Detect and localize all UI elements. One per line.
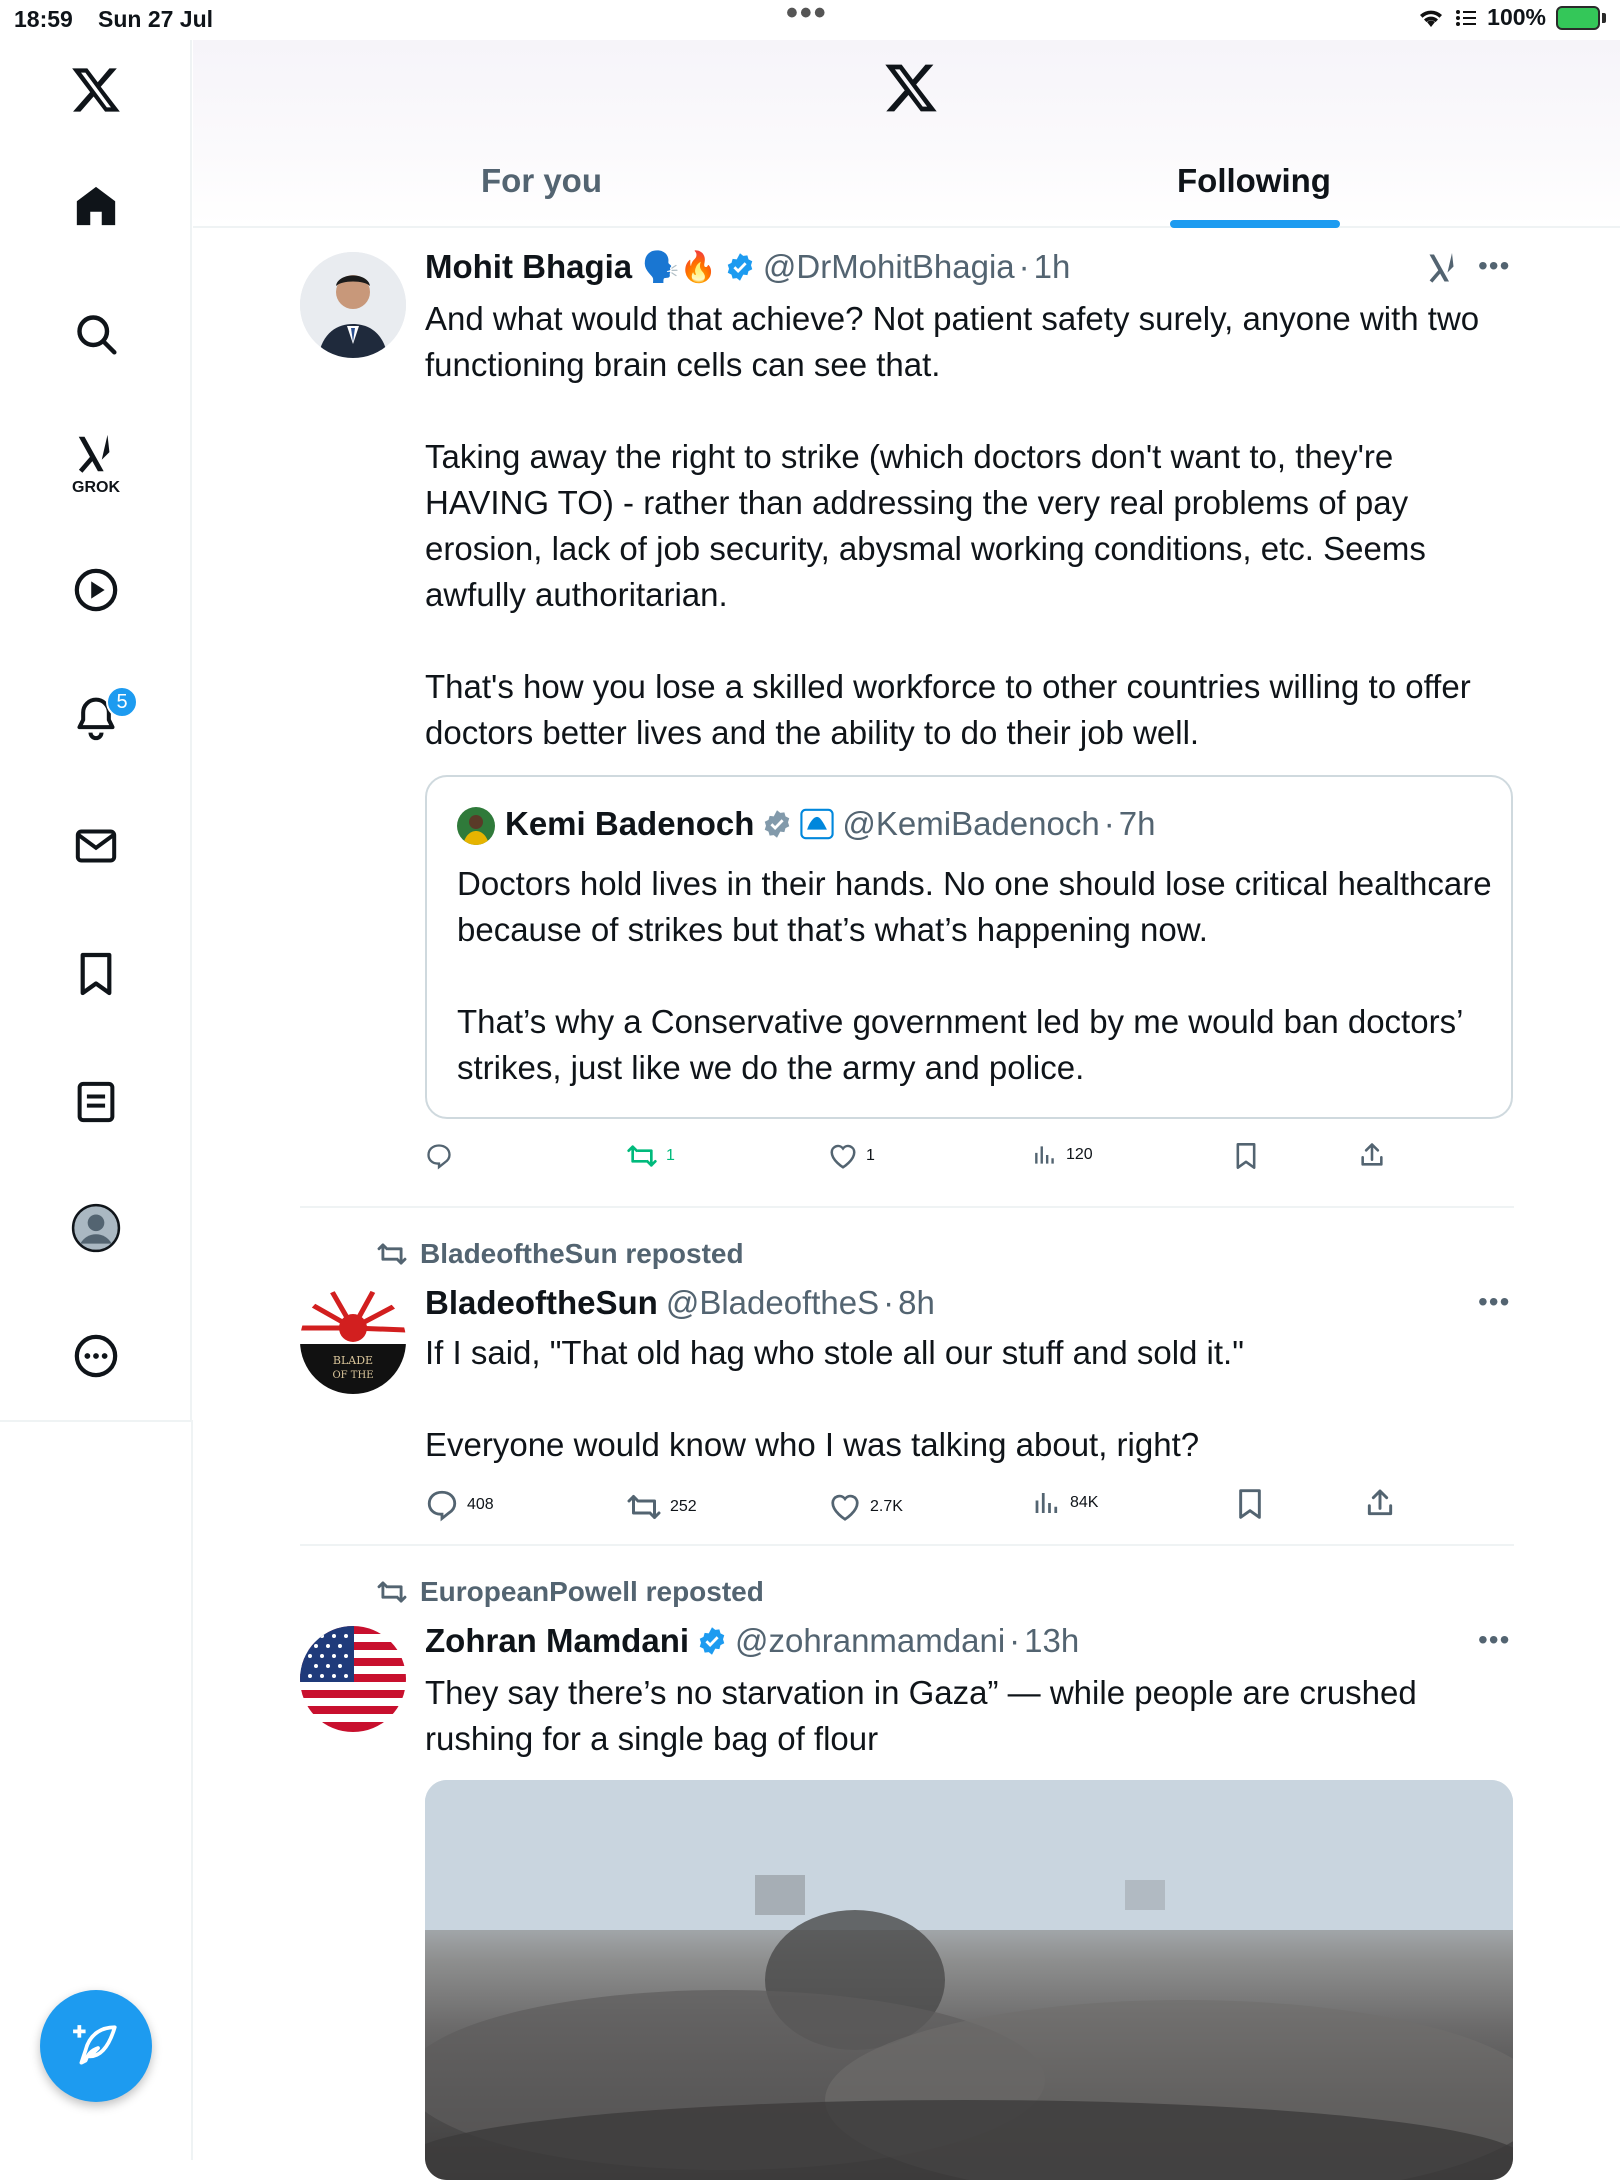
- author-name[interactable]: Mohit Bhagia: [425, 248, 633, 285]
- reposted-by[interactable]: BladeoftheSun reposted: [420, 1238, 744, 1269]
- more-options-icon[interactable]: •••: [1478, 1286, 1511, 1317]
- sidebar-item-more[interactable]: [0, 1328, 192, 1384]
- tweet-media-video[interactable]: [425, 1780, 1513, 2180]
- tweet-text: And what would that achieve? Not patient safety surely, anyone with two functioning brain cells can see that. Taking away the right to strike (which doctors don't want to, they're HAVING TO) - rather than addressing the very real problems of pay erosion, lack of job security, abysmal working conditions, etc. Seems awfully authoritarian. That's how you lose a skilled workforce to other countries willing to offer doctors better lives and the ability to do their job well.: [425, 300, 1480, 751]
- quote-header: Kemi Badenoch @KemiBadenoch · 7h: [505, 805, 1156, 842]
- verified-badge-icon: [725, 252, 755, 282]
- sidebar-item-home[interactable]: [0, 178, 192, 234]
- sidebar-item-videos[interactable]: [0, 562, 192, 618]
- views-button[interactable]: [1032, 1142, 1093, 1168]
- more-options-icon[interactable]: •••: [1478, 250, 1511, 281]
- quoted-tweet[interactable]: [425, 775, 1513, 1119]
- quote-text: Doctors hold lives in their hands. No one should lose critical healthcare because of strikes but that’s what’s happening now. That’s why a Conservative government led by me would ban doctors’ strikes, just like we do the army and police.: [457, 865, 1492, 1086]
- repost-count: 1: [666, 1147, 675, 1164]
- repost-count: 252: [670, 1498, 697, 1515]
- avatar[interactable]: [300, 1288, 406, 1394]
- quote-author-name: Kemi Badenoch: [505, 805, 755, 842]
- grok-icon: [72, 431, 120, 477]
- sidebar-item-grok[interactable]: [0, 426, 192, 502]
- battery-icon: [1556, 6, 1606, 30]
- reposted-by[interactable]: EuropeanPowell reposted: [420, 1576, 764, 1607]
- repost-label: [376, 1238, 744, 1270]
- reply-count: 408: [467, 1496, 494, 1513]
- views-chart-icon: [1032, 1142, 1058, 1168]
- avatar[interactable]: [300, 1626, 406, 1732]
- timeline-header: [193, 40, 1620, 228]
- sidebar-item-notifications[interactable]: [0, 690, 192, 746]
- conservative-party-icon: [800, 808, 834, 840]
- sidebar-item-explore[interactable]: [0, 306, 192, 362]
- bookmark-icon[interactable]: [1236, 1488, 1264, 1520]
- profile-avatar-icon: [71, 1203, 121, 1253]
- quote-avatar: [457, 807, 495, 845]
- repost-icon: [626, 1142, 658, 1170]
- verified-gray-badge-icon: [762, 809, 792, 839]
- grok-icon[interactable]: [1424, 250, 1462, 286]
- notification-badge: 5: [106, 686, 138, 718]
- tweet-divider: [300, 1206, 1514, 1208]
- view-count: 120: [1066, 1146, 1093, 1163]
- views-chart-icon: [1032, 1488, 1062, 1518]
- verified-badge-icon: [697, 1626, 727, 1656]
- speaking-head-emoji: 🗣️: [642, 250, 680, 284]
- tab-following[interactable]: Following: [1177, 162, 1331, 199]
- svg-text:BLADE: BLADE: [332, 1354, 374, 1367]
- repost-icon: [376, 1241, 408, 1267]
- status-bar: [0, 0, 1620, 40]
- x-logo-icon[interactable]: [0, 60, 192, 120]
- wifi-icon: [1417, 7, 1445, 29]
- quote-time: 7h: [1118, 805, 1156, 842]
- like-button[interactable]: [828, 1142, 875, 1170]
- sidebar-item-lists[interactable]: [0, 1074, 192, 1130]
- svg-text:OF THE: OF THE: [332, 1370, 374, 1381]
- sidebar-item-messages[interactable]: [0, 818, 192, 874]
- author-name[interactable]: BladeoftheSun: [425, 1284, 658, 1321]
- grok-label: GROK: [72, 479, 120, 496]
- multitask-dots-icon[interactable]: •••: [786, 0, 828, 32]
- tweet-time[interactable]: 8h: [898, 1284, 935, 1321]
- bookmark-icon: [77, 951, 115, 997]
- list-document-icon: [76, 1080, 116, 1124]
- more-options-icon[interactable]: •••: [1478, 1624, 1511, 1655]
- tweet-header: BladeoftheSun @BladeoftheS · 8h: [425, 1284, 935, 1321]
- tweet-time[interactable]: 13h: [1024, 1622, 1080, 1659]
- repost-button[interactable]: [626, 1142, 675, 1170]
- search-icon: [74, 312, 118, 356]
- author-name[interactable]: Zohran Mamdani: [425, 1622, 690, 1659]
- tweet-time[interactable]: 1h: [1033, 248, 1071, 285]
- tweet-header: Mohit Bhagia 🗣️ 🔥 @DrMohitBhagia · 1h: [425, 248, 1071, 285]
- tweet-header: Zohran Mamdani @zohranmamdani · 13h: [425, 1622, 1080, 1659]
- envelope-icon: [74, 826, 118, 866]
- views-button[interactable]: [1032, 1488, 1098, 1518]
- repost-label: [376, 1576, 764, 1608]
- tab-for-you[interactable]: For you: [481, 162, 602, 199]
- compose-post-button[interactable]: [40, 1990, 152, 2102]
- status-time: 18:59: [14, 6, 73, 32]
- heart-icon: [828, 1492, 862, 1522]
- reply-button[interactable]: [425, 1142, 461, 1170]
- heart-icon: [828, 1142, 858, 1170]
- tweet-text: They say there’s no starvation in Gaza” — while people are crushed rushing for a single bag of flour: [425, 1674, 1417, 1757]
- quote-author-handle: @KemiBadenoch: [842, 805, 1100, 842]
- x-logo-icon: [883, 62, 939, 114]
- view-count: 84K: [1070, 1494, 1099, 1511]
- feather-plus-icon: [71, 2021, 121, 2071]
- repost-icon: [626, 1492, 662, 1522]
- author-handle[interactable]: @zohranmamdani: [735, 1622, 1006, 1659]
- repost-icon: [376, 1579, 408, 1605]
- fire-emoji: 🔥: [679, 250, 717, 284]
- focus-list-icon: [1455, 8, 1477, 28]
- status-date: Sun 27 Jul: [98, 6, 214, 32]
- bookmark-icon[interactable]: [1234, 1142, 1258, 1170]
- sidebar-item-bookmarks[interactable]: [0, 946, 192, 1002]
- more-circle-icon: [73, 1333, 119, 1379]
- share-icon[interactable]: [1358, 1140, 1386, 1170]
- like-count: 1: [866, 1147, 875, 1164]
- avatar[interactable]: [300, 252, 406, 358]
- reply-icon: [425, 1142, 453, 1170]
- author-handle[interactable]: @DrMohitBhagia: [762, 248, 1015, 285]
- reply-button[interactable]: [425, 1488, 494, 1522]
- tweet-text: If I said, "That old hag who stole all our stuff and sold it." Everyone would know who I was talking about, right?: [425, 1334, 1244, 1463]
- sidebar-item-profile[interactable]: [0, 1200, 192, 1256]
- home-icon: [73, 183, 119, 229]
- battery-percent: 100%: [1487, 4, 1546, 30]
- reply-icon: [425, 1488, 459, 1522]
- repost-button[interactable]: [626, 1492, 697, 1522]
- share-icon[interactable]: [1364, 1486, 1396, 1520]
- author-handle[interactable]: @BladeoftheS: [665, 1284, 880, 1321]
- active-tab-indicator: [1170, 220, 1340, 228]
- tweet-divider: [300, 1544, 1514, 1546]
- like-button[interactable]: [828, 1492, 903, 1522]
- like-count: 2.7K: [870, 1498, 903, 1515]
- play-circle-icon: [73, 567, 119, 613]
